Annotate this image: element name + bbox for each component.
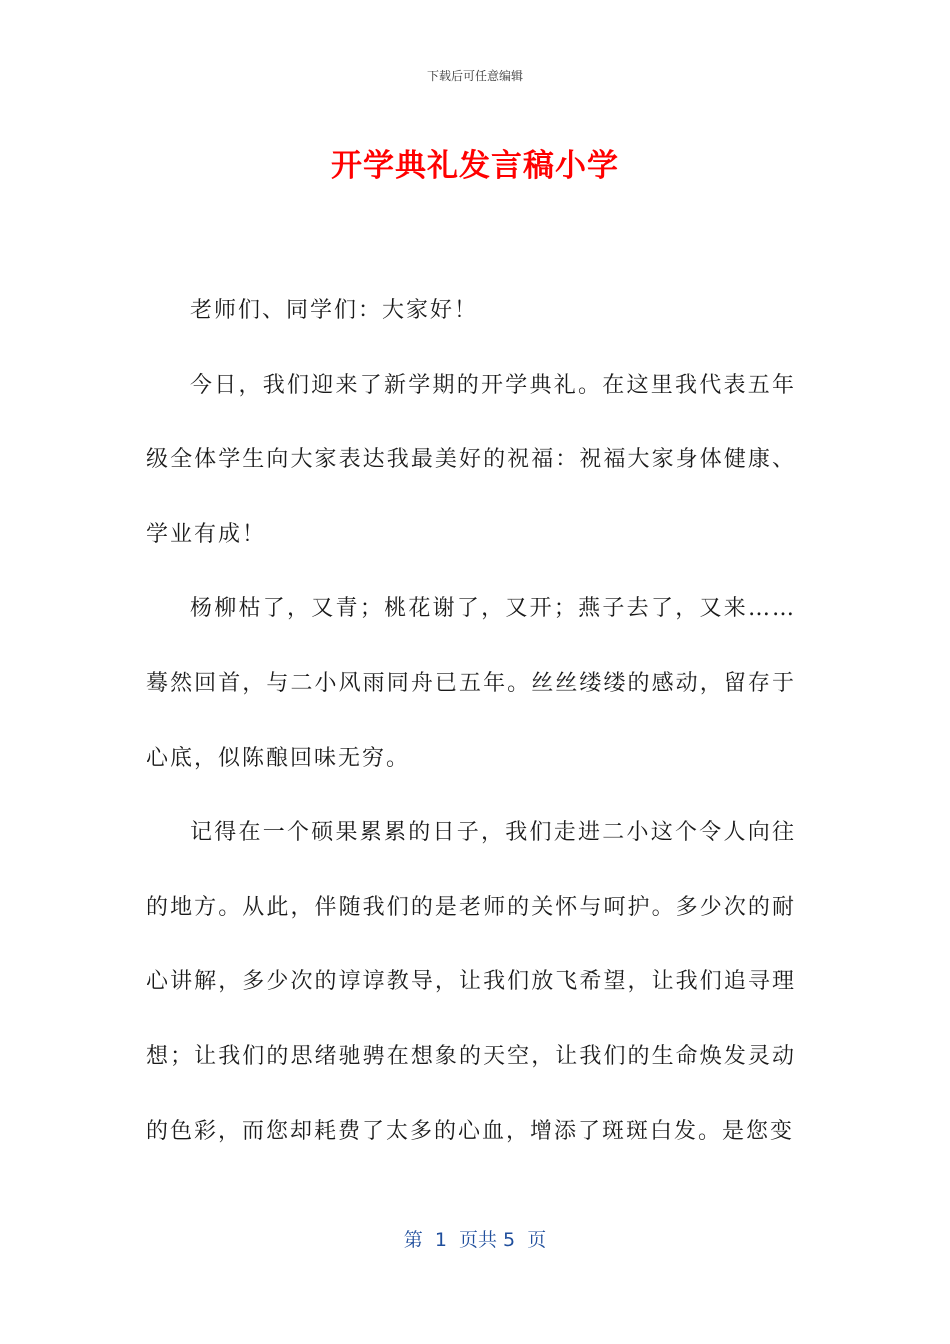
document-title: 开学典礼发言稿小学 [331, 148, 619, 184]
header-note: 下载后可任意编辑 [426, 69, 523, 83]
paragraph-2: 今日，我们迎来了新学期的开学典礼。在这里我代表五年级全体学生向大家表达我最美好的祝福：祝福大家身体健康、学业有成！ [146, 372, 796, 547]
paragraph-greeting: 老师们、同学们：大家好！ [190, 298, 479, 323]
page-number-footer: 第 1 页共 5 页 [403, 1229, 547, 1251]
document-body [146, 274, 796, 1169]
paragraph-4: 记得在一个硕果累累的日子，我们走进二小这个令人向往的地方。从此，伴随我们的是老师的关怀与呵护。多少次的耐心讲解，多少次的谆谆教导，让我们放飞希望，让我们追寻理想；让我们的思绪驰骋在想象的天空，让我们的生命焕发灵动的色彩，而您却耗费了太多的心血，增添了斑斑白发。是您变 [146, 820, 796, 1144]
paragraph-3: 杨柳枯了，又青；桃花谢了，又开；燕子去了，又来……蓦然回首，与二小风雨同舟已五年。丝丝缕缕的感动，留存于心底，似陈酿回味无穷。 [146, 596, 796, 771]
